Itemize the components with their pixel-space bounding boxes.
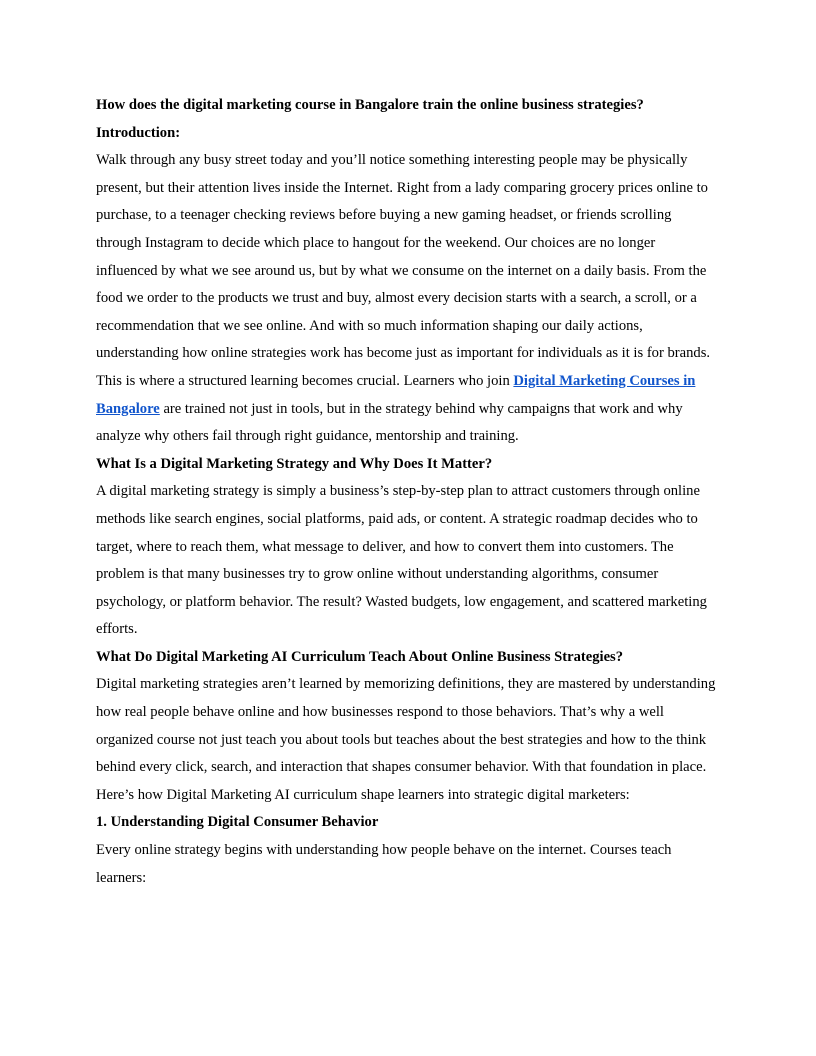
section-1-heading: 1. Understanding Digital Consumer Behavior bbox=[96, 814, 379, 831]
document-page bbox=[96, 92, 720, 892]
introduction-heading: Introduction: bbox=[96, 124, 181, 141]
section-1-paragraph: Every online strategy begins with understanding how people behave on the internet. Courses teach learners: bbox=[96, 842, 672, 886]
curriculum-intro: Here’s how Digital Marketing AI curriculum shape learners into strategic digital marketers: bbox=[96, 786, 630, 803]
strategy-heading: What Is a Digital Marketing Strategy and Why Does It Matter? bbox=[96, 455, 493, 472]
learning-text-after-link: are trained not just in tools, but in the strategy behind why campaigns that work and why analyze why others fail through right guidance, mentorship and training. bbox=[96, 400, 683, 445]
curriculum-paragraph: Digital marketing strategies aren’t learned by memorizing definitions, they are mastered by understanding how real people behave online and how businesses respond to those behaviors. That’s why a well organized course not just teach you about tools but teaches about the best strategies and how to the think behind every click, search, and interaction that shapes consumer behavior. With that foundation in place. bbox=[96, 676, 716, 776]
document-title: How does the digital marketing course in Bangalore train the online business strategies? bbox=[96, 97, 644, 113]
learning-text-before-link: This is where a structured learning becomes crucial. Learners who join bbox=[96, 372, 514, 389]
introduction-paragraph: Walk through any busy street today and you’ll notice something interesting people may be physically present, but their attention lives inside the Internet. Right from a lady comparing grocery prices online to purchase, to a teenager checking reviews before buying a new gaming headset, or friends scrolling through Instagram to decide which place to hangout for the weekend. Our choices are no longer influenced by what we see around us, but by what we consume on the internet on a daily basis. From the food we order to the products we trust and buy, almost every decision starts with a search, a scroll, or a recommendation that we see online. And with so much information shaping our daily actions, understanding how online strategies work has become just as important for individuals as it is for brands. bbox=[96, 152, 711, 362]
digital-marketing-courses-link[interactable]: Digital Marketing Courses in Bangalore bbox=[96, 372, 696, 417]
strategy-paragraph: A digital marketing strategy is simply a business’s step-by-step plan to attract customers through online methods like search engines, social platforms, paid ads, or content. A strategic roadmap decides who to target, where to reach them, what message to deliver, and how to convert them into customers. The problem is that many businesses try to grow online without understanding algorithms, consumer psychology, or platform behavior. The result? Wasted budgets, low engagement, and scattered marketing efforts. bbox=[96, 483, 707, 638]
curriculum-heading: What Do Digital Marketing AI Curriculum Teach About Online Business Strategies? bbox=[96, 648, 624, 665]
learning-paragraph bbox=[96, 368, 720, 451]
